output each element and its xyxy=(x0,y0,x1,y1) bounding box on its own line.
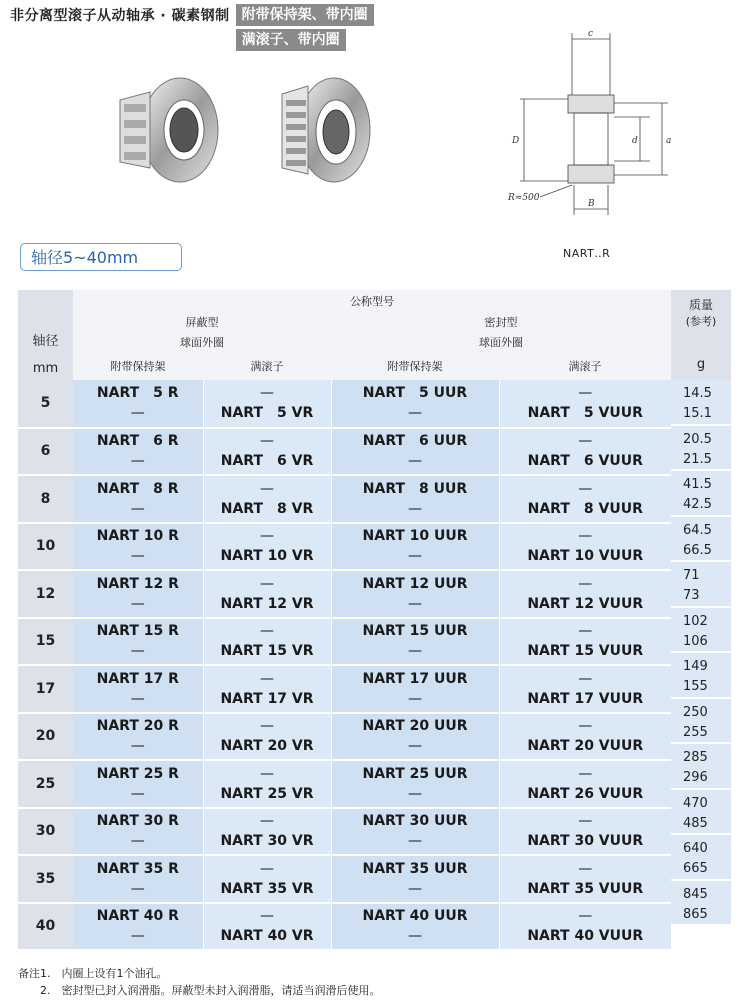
dash: — xyxy=(578,765,593,782)
weight-value: 285 xyxy=(683,750,708,765)
dim-a: a xyxy=(666,136,672,146)
dash: — xyxy=(130,548,145,565)
shaft-cell: 35 xyxy=(18,855,73,903)
model-shielded-cage xyxy=(73,665,203,713)
dash: — xyxy=(130,643,145,660)
weight-value: 640 xyxy=(683,841,708,856)
weight-cell xyxy=(671,835,731,881)
weight-value: 155 xyxy=(683,679,708,694)
dash: — xyxy=(260,575,274,592)
weight-value: 296 xyxy=(683,770,708,785)
dash: — xyxy=(408,500,422,517)
model-code: NART 35 R xyxy=(96,860,179,877)
model-shielded-full xyxy=(203,570,331,618)
shaft-cell: 12 xyxy=(18,570,73,618)
tag-full: 满滚子、带内圈 xyxy=(236,29,346,51)
model-shielded-cage xyxy=(73,380,203,428)
model-sealed-full xyxy=(499,760,671,808)
bearing-illustration-cage xyxy=(110,70,220,200)
model-sealed-cage xyxy=(331,523,499,571)
model-sealed-cage xyxy=(331,665,499,713)
model-shielded-full xyxy=(203,428,331,476)
model-code: NART 30 UUR xyxy=(362,813,468,830)
model-code: NART 40 VUUR xyxy=(527,928,644,945)
model-code: NART 20 VUUR xyxy=(527,738,644,755)
technical-drawing xyxy=(500,25,745,225)
model-code: NART 17 VUUR xyxy=(527,690,644,707)
dash: — xyxy=(408,548,422,565)
dash: — xyxy=(578,385,593,402)
weight-value: 865 xyxy=(683,906,708,922)
weight-value: 64.5 xyxy=(683,522,712,538)
model-shielded-full xyxy=(203,713,331,761)
dash: — xyxy=(408,928,422,945)
tag-cage: 附带保持架、带内圈 xyxy=(236,4,374,26)
model-code: NART 17 UUR xyxy=(362,670,468,687)
model-sealed-cage xyxy=(331,475,499,523)
header-weight-label: 质量 xyxy=(688,298,713,312)
weight-value: 41.5 xyxy=(683,477,712,492)
dash: — xyxy=(578,860,593,877)
dash: — xyxy=(130,928,145,945)
dash: — xyxy=(578,623,593,640)
weight-value: 71 xyxy=(683,568,700,583)
model-code: NART 8 R xyxy=(96,480,179,497)
model-shielded-full xyxy=(203,380,331,428)
weight-value: 149 xyxy=(683,659,708,674)
model-code: NART 6 UUR xyxy=(362,433,468,450)
model-sealed-cage xyxy=(331,618,499,666)
weight-value: 106 xyxy=(683,633,708,649)
model-code: NART 10 UUR xyxy=(362,528,468,545)
shaft-cell: 30 xyxy=(18,808,73,856)
weight-value: 470 xyxy=(683,795,708,811)
model-sealed-full xyxy=(499,428,671,476)
shaft-cell: 10 xyxy=(18,523,73,571)
diagram-label: NART‥R xyxy=(563,247,611,260)
notes-label: 备注1. xyxy=(18,967,51,980)
dash: — xyxy=(260,385,274,402)
model-code: NART 30 VR xyxy=(220,833,314,850)
model-code: NART 35 UUR xyxy=(362,860,468,877)
model-sealed-full xyxy=(499,855,671,903)
model-shielded-cage xyxy=(73,760,203,808)
table-row xyxy=(18,523,671,571)
dash: — xyxy=(408,643,422,660)
table-row xyxy=(18,475,671,523)
weight-value: 250 xyxy=(683,704,708,720)
dash: — xyxy=(130,833,145,850)
weight-column xyxy=(671,380,731,926)
dim-c: c xyxy=(588,29,594,39)
model-code: NART 15 VUUR xyxy=(527,643,644,660)
model-code: NART 8 UUR xyxy=(362,480,468,497)
model-code: NART 17 R xyxy=(96,670,179,687)
shaft-cell: 20 xyxy=(18,713,73,761)
model-sealed-cage xyxy=(331,380,499,428)
model-code: NART 12 UUR xyxy=(362,575,468,592)
model-code: NART 5 R xyxy=(96,385,179,402)
model-code: NART 35 VUUR xyxy=(527,880,644,897)
table-row xyxy=(18,855,671,903)
model-sealed-full xyxy=(499,665,671,713)
dash: — xyxy=(578,813,593,830)
model-sealed-cage xyxy=(331,570,499,618)
model-shielded-full xyxy=(203,760,331,808)
title-tags xyxy=(236,4,374,51)
dash: — xyxy=(578,480,593,497)
model-code: NART 26 VUUR xyxy=(527,785,644,802)
model-shielded-cage xyxy=(73,855,203,903)
model-code: NART 25 UUR xyxy=(362,765,468,782)
model-shielded-cage xyxy=(73,475,203,523)
model-code: NART 30 VUUR xyxy=(527,833,644,850)
model-shielded-full xyxy=(203,855,331,903)
dash: — xyxy=(408,833,422,850)
table-row xyxy=(18,760,671,808)
model-shielded-cage xyxy=(73,903,203,951)
weight-cell xyxy=(671,471,731,517)
model-sealed-full xyxy=(499,808,671,856)
weight-value: 845 xyxy=(683,886,708,902)
model-sealed-full xyxy=(499,380,671,428)
weight-value: 102 xyxy=(683,613,708,629)
dash: — xyxy=(408,595,422,612)
dash: — xyxy=(130,690,145,707)
dash: — xyxy=(130,738,145,755)
shaft-cell: 15 xyxy=(18,618,73,666)
dim-D: D xyxy=(512,136,520,146)
model-sealed-cage xyxy=(331,855,499,903)
dash: — xyxy=(130,595,145,612)
note-2-label: 2. xyxy=(40,984,51,997)
model-code: NART 12 R xyxy=(96,575,179,592)
header-weight xyxy=(671,290,731,380)
dash: — xyxy=(260,433,274,450)
table-row xyxy=(18,618,671,666)
model-code: NART 30 R xyxy=(96,813,179,830)
dash: — xyxy=(408,738,422,755)
weight-value: 66.5 xyxy=(683,542,712,558)
model-sealed-full xyxy=(499,713,671,761)
model-shielded-full xyxy=(203,618,331,666)
model-code: NART 6 R xyxy=(96,433,179,450)
model-shielded-cage xyxy=(73,713,203,761)
weight-value: 485 xyxy=(683,815,708,831)
table-row xyxy=(18,570,671,618)
model-shielded-cage xyxy=(73,523,203,571)
dash: — xyxy=(260,718,274,735)
weight-value: 21.5 xyxy=(683,451,712,467)
model-shielded-full xyxy=(203,665,331,713)
header-sphere-1: 球面外圈 xyxy=(73,332,331,352)
model-code: NART 25 R xyxy=(96,765,179,782)
shaft-range-badge: 轴径5~40mm xyxy=(20,243,182,271)
shaft-cell: 17 xyxy=(18,665,73,713)
header-shaft-unit: mm xyxy=(32,361,59,376)
model-sealed-cage xyxy=(331,713,499,761)
model-shielded-cage xyxy=(73,428,203,476)
model-code: NART 15 UUR xyxy=(362,623,468,640)
header-full-1: 满滚子 xyxy=(203,352,331,380)
model-shielded-cage xyxy=(73,570,203,618)
dash: — xyxy=(130,785,145,802)
weight-value: 255 xyxy=(683,724,708,740)
header-model-group: 公称型号 xyxy=(73,290,671,312)
dash: — xyxy=(130,453,145,470)
model-code: NART 17 VR xyxy=(220,690,314,707)
model-code: NART 8 VUUR xyxy=(527,500,643,517)
model-sealed-full xyxy=(499,618,671,666)
model-code: NART 40 VR xyxy=(220,928,314,945)
dash: — xyxy=(260,908,274,925)
model-shielded-cage xyxy=(73,808,203,856)
shaft-cell: 40 xyxy=(18,903,73,951)
model-code: NART 25 VR xyxy=(220,785,314,802)
model-code: NART 20 UUR xyxy=(362,718,468,735)
weight-cell xyxy=(671,517,731,563)
model-code: NART 12 VR xyxy=(220,595,314,612)
table-row xyxy=(18,903,671,951)
dash: — xyxy=(578,433,593,450)
dash: — xyxy=(260,860,274,877)
model-code: NART 40 R xyxy=(96,908,179,925)
page-title: 非分离型滚子从动轴承 · 碳素钢制 xyxy=(10,8,230,24)
weight-cell xyxy=(671,790,731,836)
dash: — xyxy=(260,623,274,640)
shaft-cell: 6 xyxy=(18,428,73,476)
dash: — xyxy=(578,908,593,925)
weight-value: 42.5 xyxy=(683,497,712,512)
dash: — xyxy=(260,528,274,545)
model-code: NART 35 VR xyxy=(220,880,314,897)
model-shielded-full xyxy=(203,475,331,523)
model-code: NART 10 R xyxy=(96,528,179,545)
weight-cell xyxy=(671,426,731,472)
header-weight-ref: (参考) xyxy=(685,315,717,328)
header-shaft xyxy=(18,290,73,380)
weight-cell xyxy=(671,562,731,608)
weight-cell xyxy=(671,744,731,790)
model-sealed-full xyxy=(499,523,671,571)
dash: — xyxy=(408,785,422,802)
model-code: NART 5 UUR xyxy=(362,385,468,402)
model-sealed-full xyxy=(499,903,671,951)
table-row xyxy=(18,380,671,428)
model-shielded-full xyxy=(203,808,331,856)
shaft-cell: 8 xyxy=(18,475,73,523)
bearing-illustration-full xyxy=(272,70,382,200)
header-with-cage-2: 附带保持架 xyxy=(331,352,499,380)
model-shielded-cage xyxy=(73,618,203,666)
dash: — xyxy=(408,453,422,470)
table-row xyxy=(18,713,671,761)
model-code: NART 12 VUUR xyxy=(527,595,644,612)
dash: — xyxy=(260,765,274,782)
header-sphere-2: 球面外圈 xyxy=(331,332,671,352)
model-sealed-cage xyxy=(331,428,499,476)
dash: — xyxy=(260,813,274,830)
model-code: NART 10 VR xyxy=(220,548,314,565)
model-code: NART 20 VR xyxy=(220,738,314,755)
model-shielded-full xyxy=(203,903,331,951)
dash: — xyxy=(408,880,422,897)
dash: — xyxy=(578,718,593,735)
dash: — xyxy=(408,405,422,422)
note-1: 内圈上设有1个油孔。 xyxy=(61,967,168,980)
weight-cell xyxy=(671,380,731,426)
weight-value: 15.1 xyxy=(683,406,712,421)
model-code: NART 6 VR xyxy=(220,453,314,470)
spec-table xyxy=(18,290,671,951)
table-row xyxy=(18,808,671,856)
model-code: NART 20 R xyxy=(96,718,179,735)
model-code: NART 15 VR xyxy=(220,643,314,660)
title-row xyxy=(10,4,374,51)
shaft-cell: 25 xyxy=(18,760,73,808)
dash: — xyxy=(578,528,593,545)
model-code: NART 15 R xyxy=(96,623,179,640)
model-sealed-full xyxy=(499,570,671,618)
notes xyxy=(18,965,381,999)
dash: — xyxy=(408,690,422,707)
dim-R: R≈500 xyxy=(508,193,540,203)
weight-value: 20.5 xyxy=(683,431,712,447)
weight-cell xyxy=(671,653,731,699)
dash: — xyxy=(130,405,145,422)
dash: — xyxy=(260,670,274,687)
header-shielded: 屏蔽型 xyxy=(73,312,331,332)
model-sealed-cage xyxy=(331,808,499,856)
weight-cell xyxy=(671,608,731,654)
table-row xyxy=(18,428,671,476)
header-sealed: 密封型 xyxy=(331,312,671,332)
model-code: NART 6 VUUR xyxy=(527,453,643,470)
note-2: 密封型已封入润滑脂。屏蔽型未封入润滑脂，请适当润滑后使用。 xyxy=(61,984,381,997)
dim-d: d xyxy=(632,136,638,146)
weight-cell xyxy=(671,881,731,927)
weight-value: 73 xyxy=(683,588,700,603)
model-sealed-cage xyxy=(331,760,499,808)
model-code: NART 5 VUUR xyxy=(527,405,643,422)
weight-cell xyxy=(671,699,731,745)
dash: — xyxy=(578,575,593,592)
dash: — xyxy=(130,880,145,897)
model-code: NART 5 VR xyxy=(220,405,314,422)
header-weight-unit: g xyxy=(696,357,706,372)
model-sealed-full xyxy=(499,475,671,523)
weight-value: 14.5 xyxy=(683,386,712,401)
model-code: NART 40 UUR xyxy=(362,908,468,925)
model-code: NART 8 VR xyxy=(220,500,314,517)
model-code: NART 10 VUUR xyxy=(527,548,644,565)
model-sealed-cage xyxy=(331,903,499,951)
header-with-cage-1: 附带保持架 xyxy=(73,352,203,380)
dim-B: B xyxy=(588,199,595,209)
weight-value: 665 xyxy=(683,861,708,876)
model-shielded-full xyxy=(203,523,331,571)
header-shaft-label: 轴径 xyxy=(32,334,59,349)
dash: — xyxy=(260,480,274,497)
dash: — xyxy=(578,670,593,687)
table-row xyxy=(18,665,671,713)
dash: — xyxy=(130,500,145,517)
header-full-2: 满滚子 xyxy=(499,352,671,380)
shaft-cell: 5 xyxy=(18,380,73,428)
